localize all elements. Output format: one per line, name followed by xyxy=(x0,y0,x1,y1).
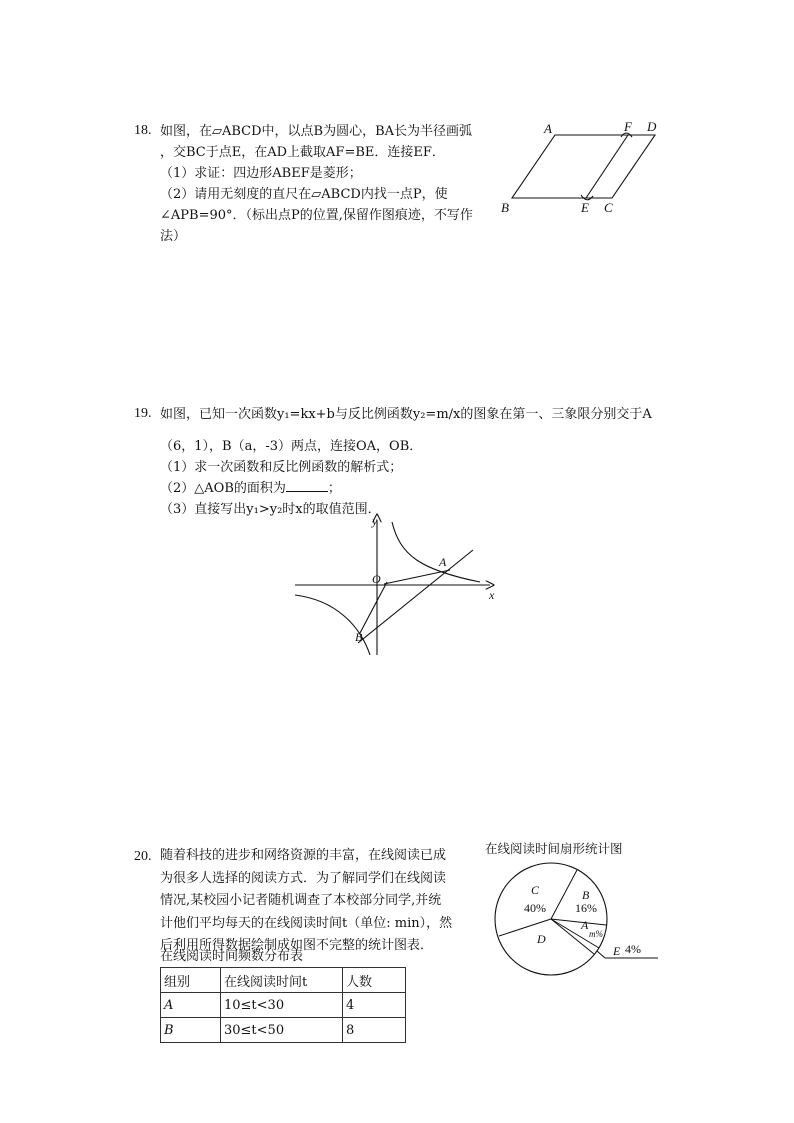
label-b: B xyxy=(501,200,509,215)
pie-chart-title: 在线阅读时间扇形统计图 xyxy=(485,841,623,856)
label-o: O xyxy=(372,572,381,586)
label-b: B xyxy=(355,630,363,644)
label-a: A xyxy=(439,555,447,569)
q20-line-4: 计他们平均每天的在线阅读时间t（单位: min），然 xyxy=(160,915,453,931)
parallelogram-abcd xyxy=(512,135,655,198)
table-header-row xyxy=(161,968,406,993)
q20-number: 20. xyxy=(134,849,152,864)
q18-line-2: ，交BC于点E，在AD上截取AF=BE．连接EF． xyxy=(160,145,445,160)
q19-function-graph xyxy=(290,510,505,660)
slice-value-e: 4% xyxy=(625,942,641,956)
slice-value-b: 16% xyxy=(575,901,597,915)
q20-line-1: 随着科技的进步和网络资源的丰富，在线阅读已成 xyxy=(160,848,447,863)
label-x: x xyxy=(489,588,495,602)
q18-number: 18. xyxy=(134,123,152,138)
q18-line-3: （1）求证：四边形ABEF是菱形； xyxy=(160,166,362,181)
header-time: 在线阅读时间t xyxy=(221,968,343,993)
leader-e xyxy=(597,951,605,958)
label-c: C xyxy=(604,200,613,215)
cell-time: 10≤t<30 xyxy=(221,993,343,1018)
q18-parallelogram-figure xyxy=(495,115,670,220)
q20-line-5: 后利用所得数据绘制成如图不完整的统计图表． xyxy=(160,938,434,953)
label-d: D xyxy=(647,119,657,134)
slice-value-a: m% xyxy=(589,929,603,939)
q20-text xyxy=(160,845,452,958)
answer-blank[interactable] xyxy=(286,479,328,492)
hyperbola-branch-q3 xyxy=(295,595,370,655)
q18-line-4: （2）请用无刻度的直尺在▱ABCD内找一点P，使 xyxy=(160,187,448,202)
slice-label-b: B xyxy=(582,888,590,902)
segment-ef xyxy=(586,135,628,198)
q18-line-6: 法） xyxy=(160,229,187,244)
cell-count: 4 xyxy=(343,993,406,1018)
cell-group: A xyxy=(161,993,221,1018)
table-row xyxy=(161,993,406,1018)
slice-label-a: A xyxy=(581,918,589,932)
q18-line-1: 如图，在▱ABCD中，以点B为圆心，BA长为半径画弧 xyxy=(160,124,473,139)
header-count: 人数 xyxy=(343,968,406,993)
q19-line-4-suffix: ； xyxy=(327,481,341,496)
table-title: 在线阅读时间频数分布表 xyxy=(160,949,304,964)
pie-chart xyxy=(493,858,663,983)
q19-line-5: （3）直接写出y₁>y₂时x的取值范围． xyxy=(160,502,381,517)
label-f: F xyxy=(624,119,632,134)
q19-line-4 xyxy=(160,478,422,499)
q19-line-2: （6，1），B（a，-3）两点，连接OA，OB． xyxy=(160,439,423,454)
label-a: A xyxy=(544,121,552,136)
slice-label-e: E xyxy=(613,944,621,958)
q18-text xyxy=(160,121,473,247)
header-group: 组别 xyxy=(161,968,221,993)
q19-line-4-prefix: （2）△AOB的面积为 xyxy=(160,481,286,496)
q18-line-5: ∠APB=90°．（标出点P的位置,保留作图痕迹，不写作 xyxy=(160,208,473,223)
label-e: E xyxy=(581,200,589,215)
q19-line-1: 如图，已知一次函数y₁=kx+b与反比例函数y₂=m/x的图象在第一、三象限分别交于A xyxy=(160,407,652,422)
table-row xyxy=(161,1018,406,1043)
cell-group: B xyxy=(161,1018,221,1043)
frequency-table xyxy=(160,967,406,1043)
q19-line-3: （1）求一次函数和反比例函数的解析式； xyxy=(160,460,403,475)
q19-number: 19. xyxy=(134,406,152,421)
q20-line-2: 为很多人选择的阅读方式．为了解同学们在线阅读 xyxy=(160,870,447,886)
slice-label-d: D xyxy=(537,932,546,946)
q20-line-3: 情况,某校园小记者随机调查了本校部分同学,并统 xyxy=(160,893,442,908)
label-y: y xyxy=(372,514,378,528)
q19-text xyxy=(160,436,422,520)
line-y1 xyxy=(358,550,473,643)
divider-c-b xyxy=(551,870,577,919)
segment-ob xyxy=(360,582,387,633)
slice-label-c: C xyxy=(531,883,540,897)
cell-time: 30≤t<50 xyxy=(221,1018,343,1043)
slice-value-c: 40% xyxy=(524,901,546,915)
cell-count: 8 xyxy=(343,1018,406,1043)
